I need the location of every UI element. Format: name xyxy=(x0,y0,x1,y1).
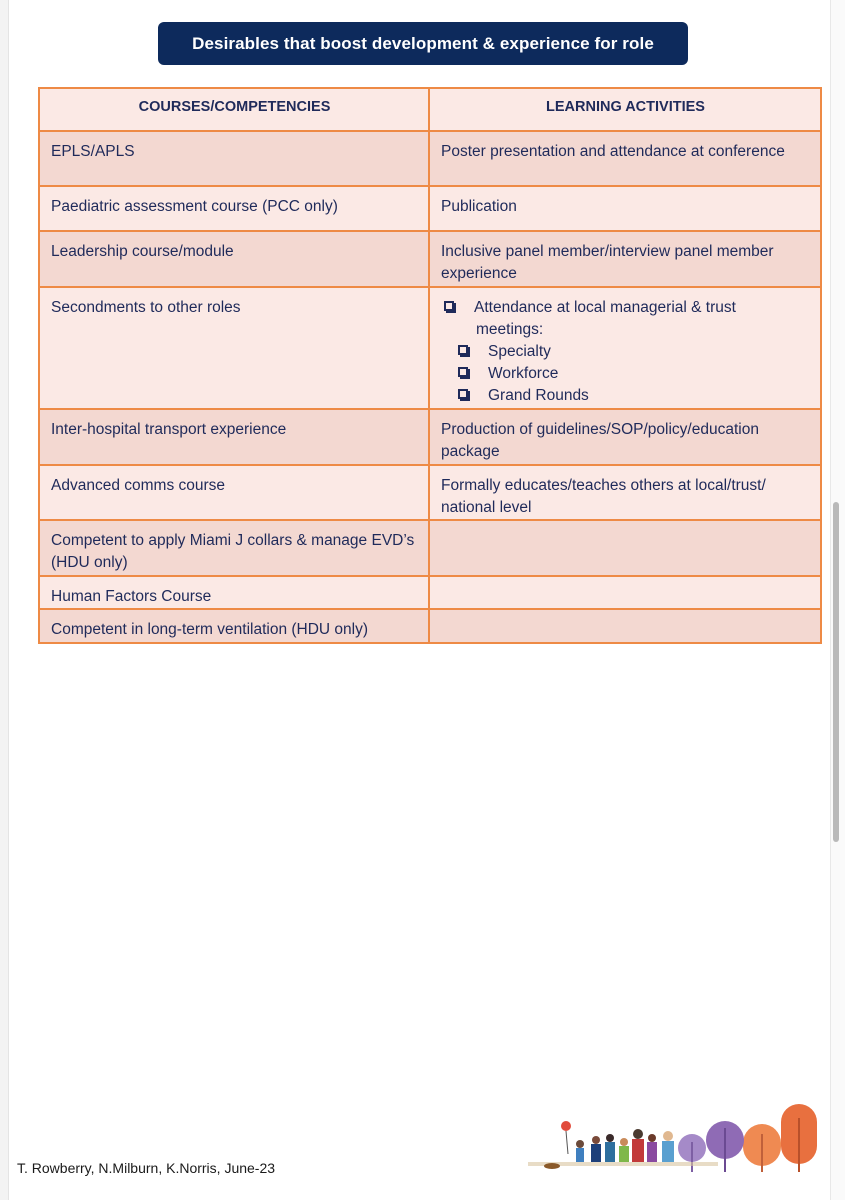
footer-credits: T. Rowberry, N.Milburn, K.Norris, June-23 xyxy=(17,1160,276,1176)
checkbox-bullet-icon xyxy=(444,301,454,311)
list-item xyxy=(441,297,810,319)
list-item-continuation: meetings: xyxy=(476,321,544,338)
table-row xyxy=(39,287,821,409)
page-left-edge xyxy=(0,0,9,1200)
people-trees-illustration xyxy=(528,1098,823,1174)
scrollbar-track[interactable] xyxy=(830,0,845,1200)
sub-list-item-text: Specialty xyxy=(488,343,551,360)
course-cell: Secondments to other roles xyxy=(39,287,429,409)
sub-list-item xyxy=(441,363,810,385)
sub-list-item xyxy=(441,341,810,363)
activity-cell: Poster presentation and attendance at conference xyxy=(429,131,821,186)
sub-list-item xyxy=(441,385,810,407)
activity-cell xyxy=(429,520,821,576)
course-cell: Leadership course/module xyxy=(39,231,429,287)
checkbox-bullet-icon xyxy=(458,367,468,377)
activity-cell xyxy=(429,576,821,609)
table-row xyxy=(39,609,821,643)
table-row xyxy=(39,409,821,465)
course-cell: EPLS/APLS xyxy=(39,131,429,186)
table-row xyxy=(39,520,821,576)
table-header-row xyxy=(39,88,821,131)
activity-cell: Formally educates/teaches others at local/trust/ national level xyxy=(429,465,821,520)
scrollbar-thumb[interactable] xyxy=(833,502,839,842)
header-activities: LEARNING ACTIVITIES xyxy=(429,88,821,131)
desirables-table xyxy=(38,87,822,644)
sub-list-item-text: Grand Rounds xyxy=(488,387,589,404)
sub-list-item-text: Workforce xyxy=(488,365,559,382)
table-row xyxy=(39,131,821,186)
course-cell: Paediatric assessment course (PCC only) xyxy=(39,186,429,231)
course-cell: Inter-hospital transport experience xyxy=(39,409,429,465)
table-row xyxy=(39,576,821,609)
course-cell: Competent to apply Miami J collars & manage EVD’s (HDU only) xyxy=(39,520,429,576)
list-item-text: Attendance at local managerial & trust xyxy=(474,299,736,316)
header-courses: COURSES/COMPETENCIES xyxy=(39,88,429,131)
table-row xyxy=(39,186,821,231)
course-cell: Advanced comms course xyxy=(39,465,429,520)
activity-list-cell xyxy=(429,287,821,409)
checkbox-bullet-icon xyxy=(458,389,468,399)
page-title: Desirables that boost development & experience for role xyxy=(158,22,688,65)
activity-cell: Production of guidelines/SOP/policy/education package xyxy=(429,409,821,465)
table-row xyxy=(39,465,821,520)
activity-cell: Publication xyxy=(429,186,821,231)
activity-cell: Inclusive panel member/interview panel member experience xyxy=(429,231,821,287)
checkbox-bullet-icon xyxy=(458,345,468,355)
course-cell: Human Factors Course xyxy=(39,576,429,609)
table-row xyxy=(39,231,821,287)
course-cell: Competent in long-term ventilation (HDU only) xyxy=(39,609,429,643)
activity-cell xyxy=(429,609,821,643)
